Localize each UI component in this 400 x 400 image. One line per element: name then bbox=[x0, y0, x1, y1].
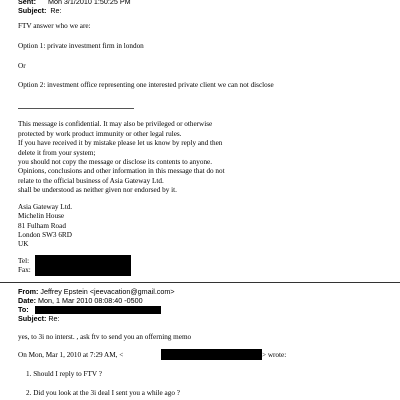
disclaimer-line: delete it from your system; bbox=[18, 149, 96, 157]
redaction-block bbox=[161, 349, 262, 360]
address-line: UK bbox=[18, 240, 29, 248]
fax-label: Fax: bbox=[18, 266, 31, 274]
date-row bbox=[18, 296, 143, 305]
sent-value: Mon 3/1/2010 1:50:25 PM bbox=[47, 0, 131, 6]
reply-line: yes, to 3i no interst. , ask ftv to send you an offerning memo bbox=[18, 333, 192, 341]
disclaimer-line: This message is confidential. It may also be privileged or otherwise bbox=[18, 120, 213, 128]
date-value: Mon, 1 Mar 2010 08:08:40 -0500 bbox=[37, 296, 143, 305]
from-row bbox=[18, 287, 175, 296]
signature-divider bbox=[18, 108, 134, 109]
subject-row-2 bbox=[18, 314, 60, 323]
disclaimer-line: Opinions, conclusions and other information in this message that do not bbox=[18, 167, 225, 175]
question-item-2: 2. Did you look at the 3i deal I sent you a while ago ? bbox=[26, 389, 180, 397]
quote-suffix: > wrote: bbox=[262, 351, 287, 359]
from-label: From: bbox=[18, 287, 39, 296]
disclaimer-line: protected by work product immunity or other legal rules. bbox=[18, 130, 182, 138]
from-value: Jeffrey Epstein <jeevacation@gmail.com> bbox=[40, 287, 175, 296]
date-label: Date: bbox=[18, 296, 36, 305]
sent-label: Sent: bbox=[18, 0, 36, 6]
subject-row-1 bbox=[18, 6, 62, 15]
disclaimer-line: you should not copy the message or disclose its contents to anyone. bbox=[18, 158, 213, 166]
to-row bbox=[18, 305, 29, 314]
question-item-1: 1. Should I reply to FTV ? bbox=[26, 370, 102, 378]
subject-label-1: Subject: bbox=[18, 6, 47, 15]
disclaimer-line: shall be understood as neither given nor endorsed by it. bbox=[18, 186, 177, 194]
or-line: Or bbox=[18, 62, 26, 70]
disclaimer-line: If you have received it by mistake please let us know by reply and then bbox=[18, 139, 223, 147]
redaction-block bbox=[35, 255, 131, 276]
message-separator bbox=[0, 282, 400, 283]
redaction-block bbox=[35, 306, 161, 314]
option1-line: Option 1: private investment firm in london bbox=[18, 42, 144, 50]
address-line: London SW3 6RD bbox=[18, 231, 72, 239]
subject-value-1: Re: bbox=[50, 6, 62, 15]
to-label: To: bbox=[18, 305, 29, 314]
address-line: 81 Fulham Road bbox=[18, 222, 66, 230]
quote-prefix: On Mon, Mar 1, 2010 at 7:29 AM, < bbox=[18, 351, 124, 359]
address-line: Michelin House bbox=[18, 212, 65, 220]
disclaimer-line: relate to the official business of Asia Gateway Ltd. bbox=[18, 177, 164, 185]
subject-value-2: Re: bbox=[48, 314, 60, 323]
tel-label: Tel: bbox=[18, 257, 30, 265]
option2-line: Option 2: investment office representing one interested private client we can not disclose bbox=[18, 81, 274, 89]
intro-line: FTV answer who we are: bbox=[18, 22, 91, 30]
address-line: Asia Gateway Ltd. bbox=[18, 203, 73, 211]
subject-label-2: Subject: bbox=[18, 314, 47, 323]
